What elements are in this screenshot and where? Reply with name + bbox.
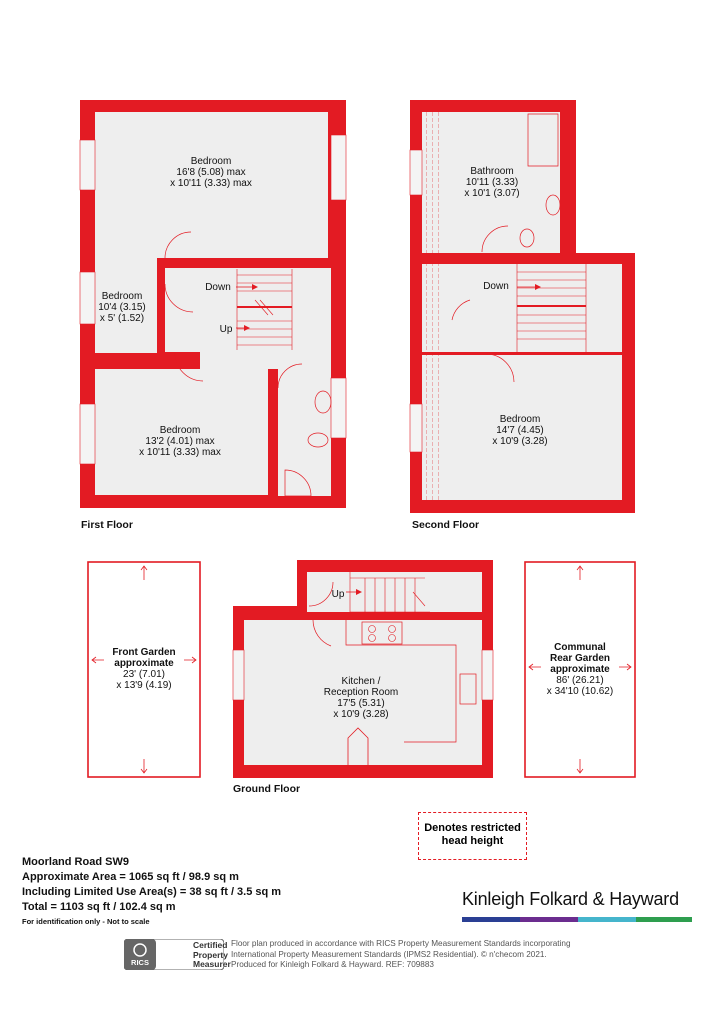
arrow [141, 566, 147, 580]
rics-line: Property [193, 949, 228, 960]
garden-label: Rear Garden [549, 653, 611, 664]
window [80, 140, 95, 190]
brand-bar-purple [520, 917, 578, 922]
footer-line: Produced for Kinleigh Folkard & Hayward. REF: 709883 [231, 960, 434, 969]
room-name: Reception Room [323, 687, 399, 698]
brand-bar-cyan [578, 917, 636, 922]
window [410, 150, 422, 195]
legend-line: head height [441, 835, 504, 847]
stairs-down-label: Down [205, 282, 231, 293]
restricted-head-height [422, 264, 444, 352]
address: Moorland Road SW9 [22, 856, 129, 868]
window [80, 404, 95, 464]
room-dims: x 10'11 (3.33) max [170, 178, 252, 189]
room-name: Bedroom [101, 291, 143, 302]
garden-dims: 86' (26.21) [556, 675, 604, 686]
first-floor-plan [80, 100, 346, 531]
limited-use-area: Including Limited Use Area(s) = 38 sq ft / 3.5 sq m [22, 886, 282, 898]
window [233, 650, 244, 700]
window [80, 272, 95, 324]
disclaimer: For identification only - Not to scale [22, 917, 150, 926]
stairs-down-label: Down [483, 281, 509, 292]
approximate-area: Approximate Area = 1065 sq ft / 98.9 sq m [22, 871, 239, 883]
arrow [577, 759, 583, 773]
stairs-up-label: Up [219, 324, 233, 335]
garden-label: approximate [550, 664, 610, 675]
restricted-head-height-legend [418, 812, 527, 860]
agent-brand-name: Kinleigh Folkard & Hayward [462, 889, 679, 909]
garden-label: Communal [554, 642, 606, 653]
room-dims: 10'11 (3.33) [465, 177, 519, 188]
window [482, 650, 493, 700]
window [331, 135, 346, 200]
garden-label: Front Garden [112, 647, 176, 658]
room-dims: 10'4 (3.15) [98, 302, 146, 313]
room-name: Bedroom [190, 156, 232, 167]
room-name: Bedroom [499, 414, 541, 425]
rics-line: Measurer [193, 959, 231, 969]
room-dims: 16'8 (5.08) max [176, 167, 246, 178]
room-dims: x 10'1 (3.07) [464, 188, 520, 199]
room-dims: x 10'9 (3.28) [492, 436, 548, 447]
window [410, 404, 422, 452]
garden-dims: x 13'9 (4.19) [116, 680, 172, 691]
rear-garden [525, 562, 635, 777]
footer-note [231, 939, 611, 971]
room-dims: 14'7 (4.45) [496, 425, 544, 436]
restricted-head-height [422, 112, 444, 253]
room-dims: x 5' (1.52) [99, 313, 145, 324]
garden-label: approximate [114, 658, 174, 669]
rics-certified-text [193, 941, 231, 970]
first-floor-hall-floor [200, 352, 331, 369]
stairs-up-label: Up [331, 589, 345, 600]
ground-floor-label: Ground Floor [233, 783, 301, 795]
room-dims: 13'2 (4.01) max [145, 436, 215, 447]
room-name: Bathroom [470, 166, 514, 177]
footer-line: International Property Measurement Standards (IPMS2 Residential). © n'checom 2021. [231, 949, 547, 959]
total-area: Total = 1103 sq ft / 102.4 sq m [22, 901, 176, 913]
arrow [619, 664, 631, 670]
front-garden [88, 562, 200, 777]
garden-dims: 23' (7.01) [123, 669, 165, 680]
room-dims: 17'5 (5.31) [337, 698, 385, 709]
arrow [529, 664, 541, 670]
restricted-head-height [422, 355, 444, 500]
window [331, 378, 346, 438]
ground-floor-plan [233, 560, 493, 795]
arrow [184, 657, 196, 663]
arrow [577, 566, 583, 580]
arrow [141, 759, 147, 773]
rics-line: Certified [193, 940, 228, 950]
room-dims: x 10'9 (3.28) [333, 709, 389, 720]
footer-line: Floor plan produced in accordance with RICS Property Measurement Standards incorporating [231, 939, 571, 948]
first-floor-label: First Floor [81, 519, 133, 531]
room-name: Bedroom [159, 425, 201, 436]
arrow [92, 657, 104, 663]
rics-badge-text: RICS [131, 958, 149, 967]
property-info [22, 855, 281, 928]
first-floor-bathroom-floor [278, 356, 331, 496]
room-name: Kitchen / [341, 676, 381, 687]
brand-bar-blue [462, 917, 520, 922]
second-floor-plan [410, 100, 635, 531]
brand-bar-green [636, 917, 692, 922]
garden-dims: x 34'10 (10.62) [546, 686, 614, 697]
first-floor-landing-floor [165, 268, 331, 352]
second-floor-label: Second Floor [412, 519, 480, 531]
legend-line: Denotes restricted [424, 822, 521, 834]
room-dims: x 10'11 (3.33) max [139, 447, 221, 458]
